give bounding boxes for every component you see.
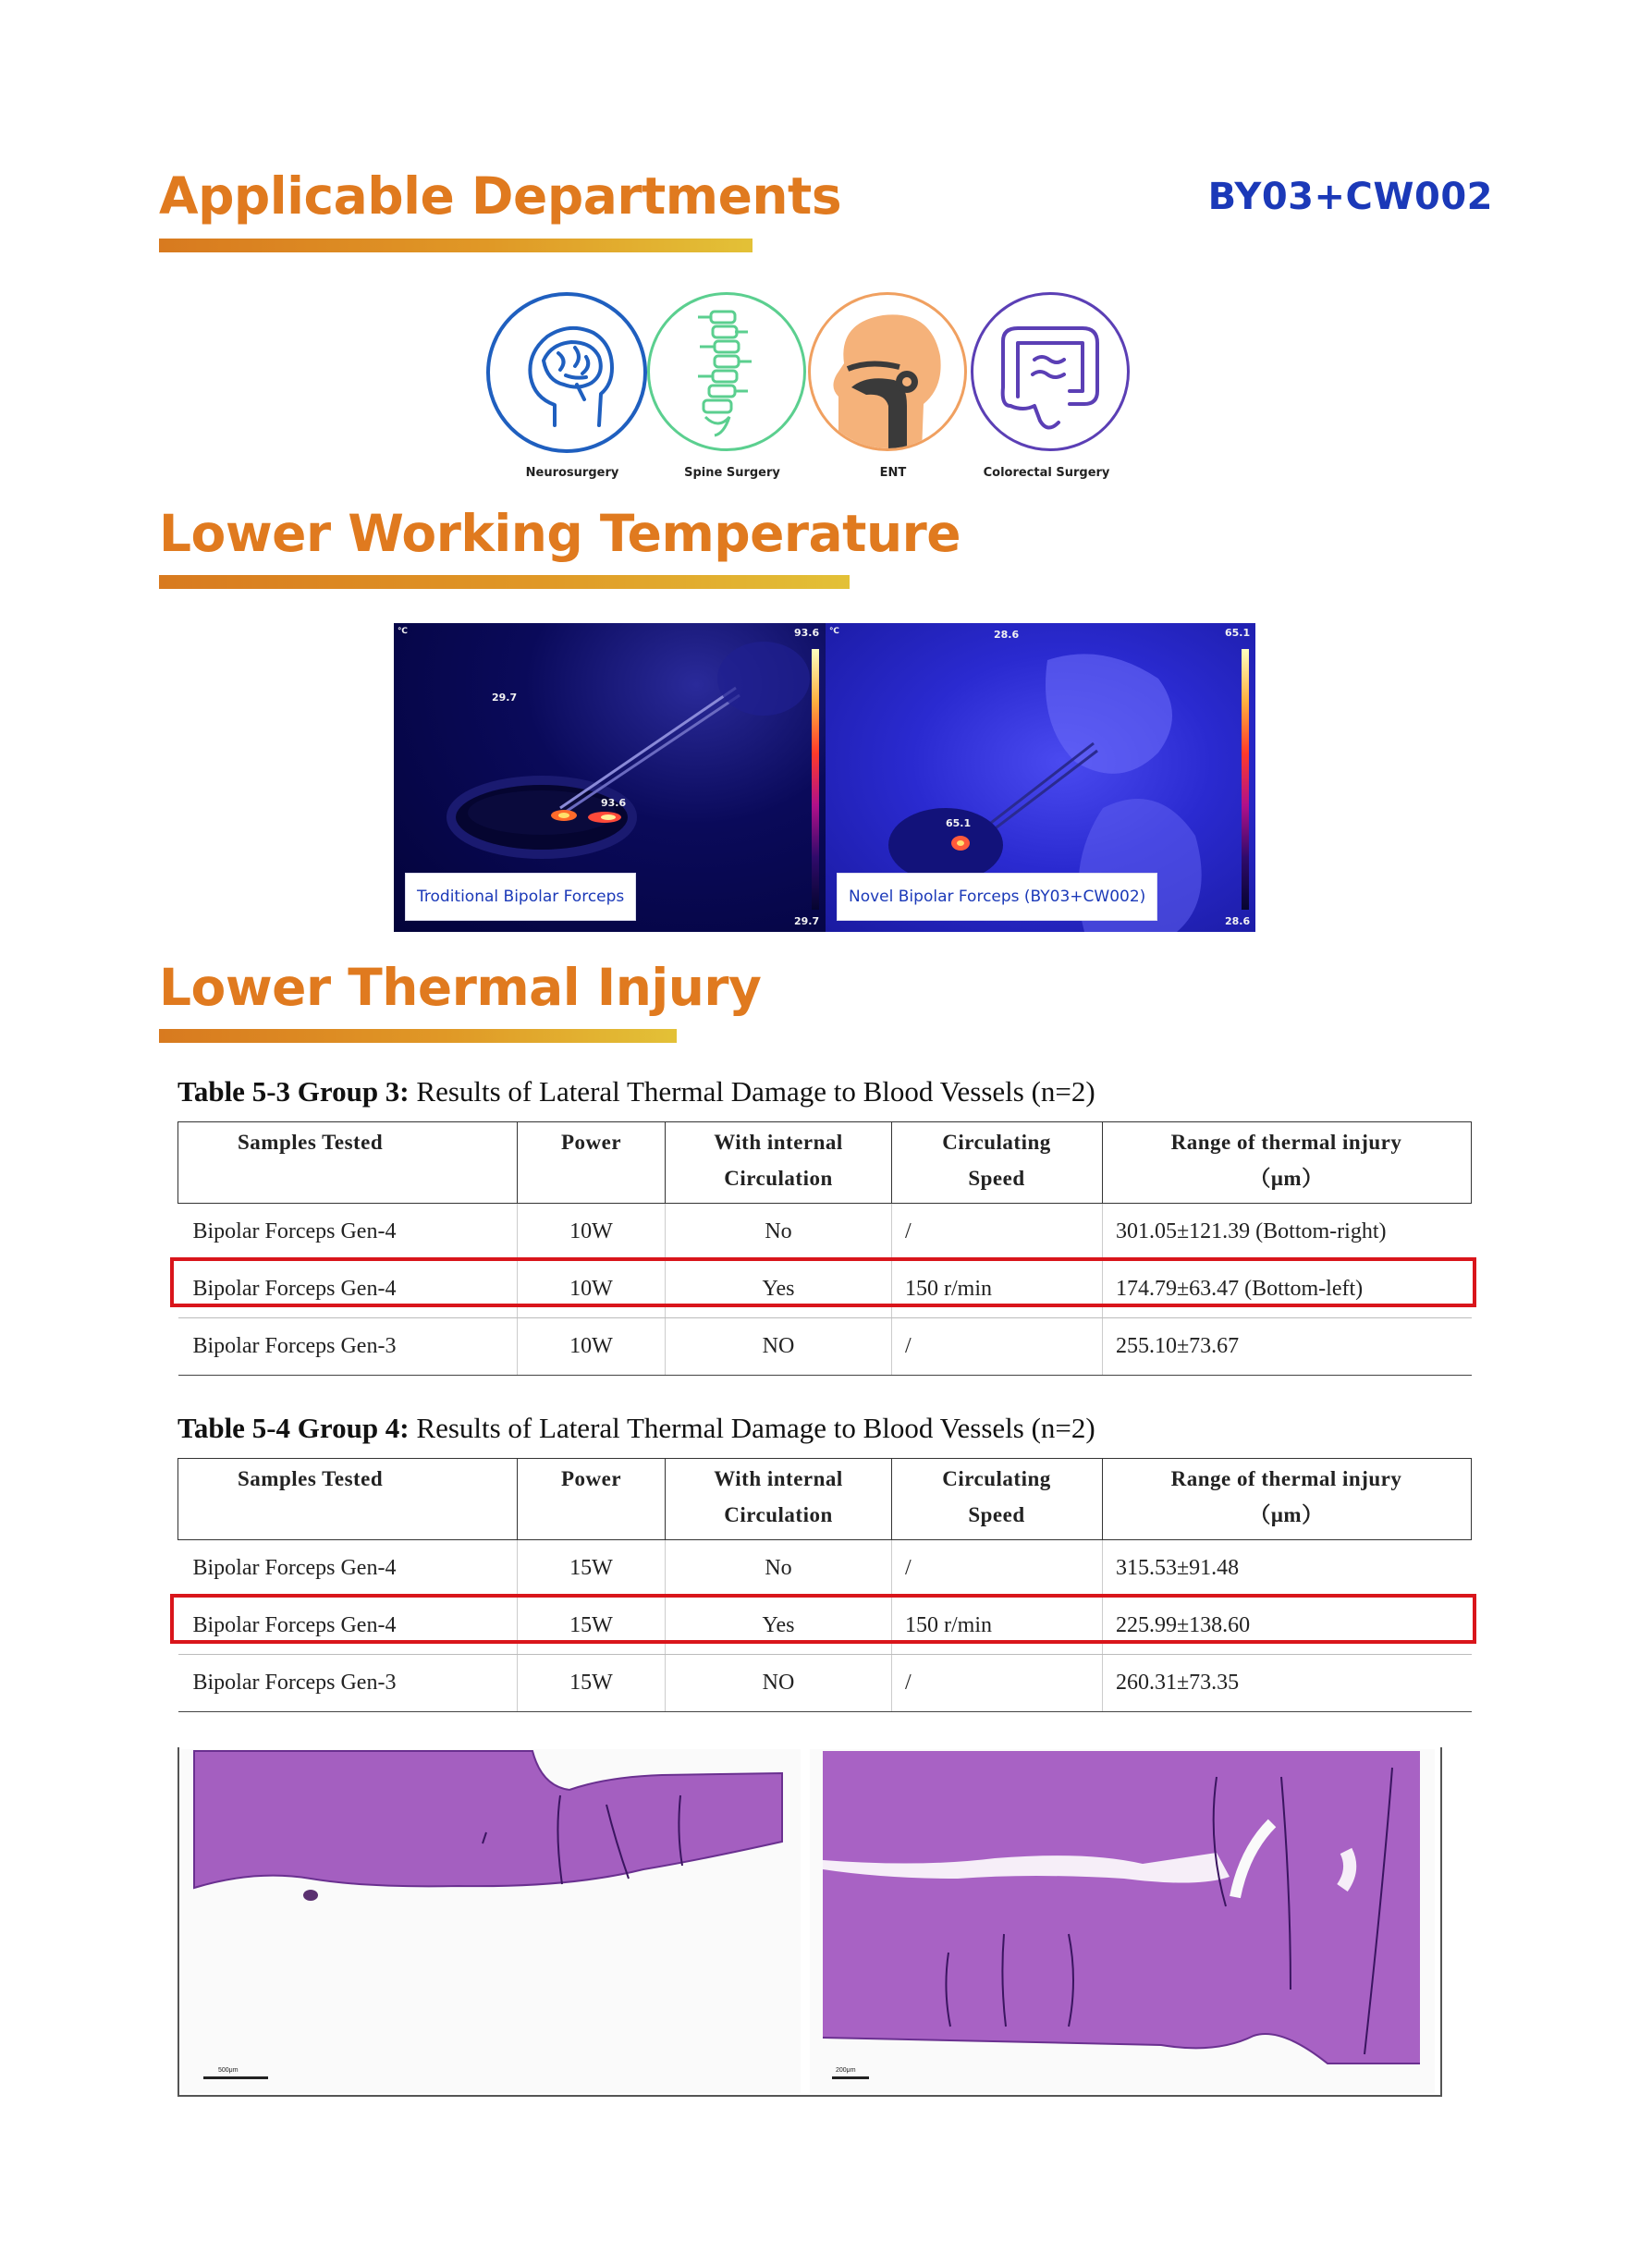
cell: 315.53±91.48	[1103, 1540, 1472, 1598]
section-title-injury: Lower Thermal Injury	[159, 958, 762, 1017]
cell: 301.05±121.39 (Bottom-right)	[1103, 1204, 1472, 1261]
section-title-temperature: Lower Working Temperature	[159, 504, 961, 563]
col-header: Range of thermal injury （μm）	[1103, 1122, 1472, 1204]
cell: 150 r/min	[892, 1261, 1103, 1318]
col-header: Power	[518, 1459, 666, 1540]
cell: 255.10±73.67	[1103, 1318, 1472, 1376]
cell: NO	[666, 1655, 892, 1712]
spine-icon-badge	[647, 292, 806, 451]
cell: Bipolar Forceps Gen-3	[178, 1318, 518, 1376]
cell: Bipolar Forceps Gen-4	[178, 1540, 518, 1598]
thermal-image-traditional	[394, 623, 826, 932]
table-header-row	[178, 1122, 1472, 1204]
ent-head-icon	[811, 295, 964, 448]
scale-min: 28.6	[1225, 915, 1251, 927]
table-row	[178, 1204, 1472, 1261]
caption-traditional: Troditional Bipolar Forceps	[405, 873, 636, 921]
model-number: BY03+CW002	[1207, 176, 1493, 218]
highlight-box	[170, 1594, 1476, 1644]
color-scale-bar	[812, 649, 819, 910]
cell: 15W	[518, 1540, 666, 1598]
colorectal-icon-badge	[971, 292, 1130, 451]
cell: 10W	[518, 1318, 666, 1376]
unit-label: ℃	[398, 627, 408, 636]
spine-icon	[650, 295, 803, 448]
department-label: Colorectal Surgery	[983, 466, 1110, 480]
cell: Bipolar Forceps Gen-4	[178, 1261, 518, 1318]
histology-image-right	[810, 1749, 1435, 2093]
table-row	[178, 1655, 1472, 1712]
cell: 225.99±138.60	[1103, 1598, 1472, 1655]
scale-bar	[203, 2076, 268, 2079]
department-label: Spine Surgery	[684, 466, 780, 480]
scale-max: 93.6	[794, 627, 820, 639]
table-row	[178, 1540, 1472, 1598]
cell: 260.31±73.35	[1103, 1655, 1472, 1712]
cell: No	[666, 1204, 892, 1261]
col-header: Circulating Speed	[892, 1459, 1103, 1540]
cell: /	[892, 1540, 1103, 1598]
ent-icon-badge	[808, 292, 967, 451]
cell: No	[666, 1540, 892, 1598]
cell: 150 r/min	[892, 1598, 1103, 1655]
cell: 15W	[518, 1655, 666, 1712]
highlight-box	[170, 1257, 1476, 1307]
section-title-departments: Applicable Departments	[159, 166, 842, 226]
ambient-reading: 28.6	[994, 629, 1020, 641]
title-underline	[159, 575, 850, 589]
table-caption: Table 5-3 Group 3: Results of Lateral Thermal Damage to Blood Vessels (n=2)	[177, 1075, 1095, 1108]
tip-reading: 65.1	[946, 817, 972, 829]
histology-image-left	[181, 1749, 801, 2093]
cell: Yes	[666, 1261, 892, 1318]
department-label: ENT	[879, 466, 907, 480]
ambient-reading: 29.7	[492, 692, 518, 704]
color-scale-bar	[1242, 649, 1249, 910]
cell: /	[892, 1318, 1103, 1376]
cell: /	[892, 1655, 1103, 1712]
cell: 174.79±63.47 (Bottom-left)	[1103, 1261, 1472, 1318]
brain-icon	[490, 296, 643, 449]
cell: NO	[666, 1318, 892, 1376]
col-header: With internal Circulation	[666, 1459, 892, 1540]
neurosurgery-icon-badge	[486, 292, 647, 453]
cell: Bipolar Forceps Gen-3	[178, 1655, 518, 1712]
col-header: With internal Circulation	[666, 1122, 892, 1204]
results-table-group3	[177, 1121, 1472, 1376]
col-header: Samples Tested	[178, 1459, 518, 1540]
cell: 10W	[518, 1204, 666, 1261]
results-table-group4	[177, 1458, 1472, 1712]
cell: Yes	[666, 1598, 892, 1655]
col-header: Samples Tested	[178, 1122, 518, 1204]
table-header-row	[178, 1459, 1472, 1540]
title-underline	[159, 239, 753, 252]
cell: /	[892, 1204, 1103, 1261]
col-header: Circulating Speed	[892, 1122, 1103, 1204]
scale-bar	[832, 2076, 869, 2079]
intestine-icon	[973, 295, 1127, 448]
unit-label: ℃	[829, 627, 839, 636]
thermal-image-novel	[826, 623, 1255, 932]
cell: Bipolar Forceps Gen-4	[178, 1598, 518, 1655]
scale-max: 65.1	[1225, 627, 1251, 639]
tissue-slide	[810, 1749, 1435, 2093]
tissue-slide	[181, 1749, 801, 2093]
table-caption: Table 5-4 Group 4: Results of Lateral Thermal Damage to Blood Vessels (n=2)	[177, 1412, 1095, 1444]
col-header: Range of thermal injury （μm）	[1103, 1459, 1472, 1540]
scale-text: 500μm	[218, 2067, 239, 2074]
scale-min: 29.7	[794, 915, 820, 927]
col-header: Power	[518, 1122, 666, 1204]
department-label: Neurosurgery	[525, 466, 619, 480]
scale-text: 200μm	[836, 2067, 856, 2074]
cell: 15W	[518, 1598, 666, 1655]
caption-novel: Novel Bipolar Forceps (BY03+CW002)	[837, 873, 1157, 921]
table-row	[178, 1318, 1472, 1376]
title-underline	[159, 1029, 677, 1043]
cell: 10W	[518, 1261, 666, 1318]
tip-reading: 93.6	[601, 797, 627, 809]
cell: Bipolar Forceps Gen-4	[178, 1204, 518, 1261]
